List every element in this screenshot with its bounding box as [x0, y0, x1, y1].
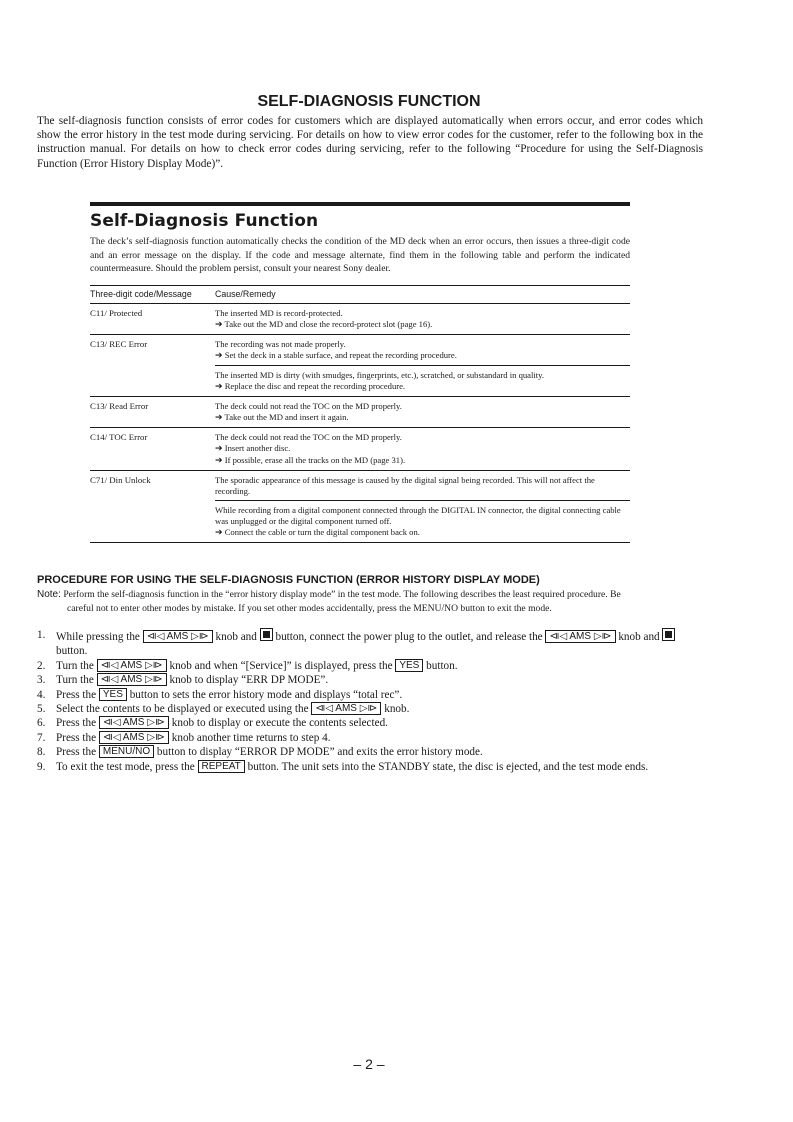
- arrow-icon: ➔: [215, 319, 223, 330]
- step-text: Press the: [56, 717, 97, 730]
- step-item: [37, 659, 703, 673]
- header-code: Three-digit code/Message: [90, 285, 215, 303]
- remedy-text: Insert another disc.: [224, 442, 291, 453]
- code-cell: C14/ TOC Error: [90, 427, 215, 470]
- menu-no-button-key: MENU/NO: [99, 745, 154, 758]
- code-cell: C13/ REC Error: [90, 334, 215, 365]
- cause-cell: [215, 427, 630, 470]
- step-text: Turn the: [56, 674, 94, 687]
- table-row: [90, 500, 630, 542]
- step-text: button, connect the power plug to the outlet, and release the: [275, 631, 543, 643]
- step-text: Select the contents to be displayed or executed using the: [56, 703, 309, 716]
- arrow-icon: ➔: [215, 381, 223, 392]
- arrow-icon: ➔: [215, 443, 223, 454]
- step-text: button. The unit sets into the STANDBY state, the disc is ejected, and the test mode ends.: [247, 760, 649, 773]
- ams-knob-key: ⧏◁ AMS ▷⧐: [143, 630, 213, 643]
- step-item: [37, 760, 703, 774]
- step-text: To exit the test mode, press the: [56, 760, 195, 773]
- remedy-text: Set the deck in a stable surface, and repeat the recording procedure.: [224, 349, 457, 360]
- remedy-line: [215, 381, 630, 393]
- yes-button-key: YES: [99, 688, 127, 701]
- error-code-table: [90, 285, 630, 543]
- page-title-text: SELF-DIAGNOSIS FUNCTION: [257, 93, 481, 110]
- note-line: [37, 588, 703, 602]
- code-cell: C13/ Read Error: [90, 396, 215, 427]
- box-description: The deck’s self-diagnosis function automatically checks the condition of the MD deck when an error occurs, then issues a three-digit code and an error message on the display. If the code and message alternate, find them in the following table and perform the indicated countermeasure. Should the problem persist, consult your nearest Sony dealer.: [90, 236, 630, 275]
- code-cell: C11/ Protected: [90, 307, 143, 318]
- ams-knob-key: ⧏◁ AMS ▷⧐: [99, 731, 169, 744]
- repeat-button-key: REPEAT: [198, 760, 245, 773]
- step-text: Press the: [56, 688, 97, 701]
- remedy-line: [215, 319, 630, 331]
- step-text: knob to display “ERR DP MODE”.: [169, 674, 329, 687]
- remedy-line: [215, 527, 630, 539]
- step-item: [37, 745, 703, 759]
- cause-text: The deck could not read the TOC on the MD properly.: [215, 431, 402, 442]
- remedy-line: [215, 350, 630, 362]
- note-label: Note:: [37, 589, 61, 600]
- step-text: knob: [618, 631, 641, 643]
- cause-cell: [215, 470, 630, 500]
- table-header-row: [90, 285, 630, 303]
- table-row: [90, 427, 630, 470]
- ams-knob-key: ⧏◁ AMS ▷⧐: [97, 659, 167, 672]
- page-title: [0, 93, 738, 111]
- step-item: [37, 716, 703, 730]
- procedure-note: [37, 588, 703, 615]
- cause-text: The sporadic appearance of this message is caused by the digital signal being recorded. This will not affect the recording.: [215, 474, 595, 496]
- box-title: Self-Diagnosis Function: [90, 211, 319, 231]
- code-cell: C71/ Din Unlock: [90, 470, 215, 500]
- remedy-text: Take out the MD and insert it again.: [224, 411, 349, 422]
- cause-cell: [215, 365, 630, 396]
- page-number: – 2 –: [353, 1056, 385, 1072]
- step-number: 4.: [37, 688, 46, 701]
- arrow-icon: ➔: [215, 412, 223, 423]
- step-number: 1.: [37, 629, 46, 641]
- arrow-icon: ➔: [215, 455, 223, 466]
- remedy-line: [215, 443, 630, 455]
- cause-cell: [215, 500, 630, 542]
- procedure-title: PROCEDURE FOR USING THE SELF-DIAGNOSIS FUNCTION (ERROR HISTORY DISPLAY MODE): [37, 574, 540, 586]
- remedy-text: Connect the cable or turn the digital component back on.: [224, 526, 420, 537]
- remedy-line: [215, 455, 630, 467]
- step-text: Press the: [56, 746, 97, 759]
- step-number: 9.: [37, 760, 46, 773]
- step-item: [37, 702, 703, 716]
- cause-cell: [215, 334, 630, 365]
- arrow-icon: ➔: [215, 350, 223, 361]
- step-text: button to display “ERROR DP MODE” and exits the error history mode.: [156, 746, 483, 759]
- stop-button-icon: [260, 628, 273, 641]
- table-row: [90, 303, 630, 334]
- ams-knob-key: ⧏◁ AMS ▷⧐: [545, 630, 615, 643]
- step-text: button.: [426, 659, 458, 672]
- cause-cell: [215, 303, 630, 334]
- box-top-rule: [90, 202, 630, 206]
- step-text: knob another time returns to step 4.: [171, 731, 331, 744]
- step-number: 7.: [37, 731, 46, 744]
- step-text: knob and: [215, 631, 257, 643]
- step-number: 8.: [37, 746, 46, 759]
- step-number: 3.: [37, 674, 46, 687]
- step-number: 2.: [37, 659, 46, 672]
- step-text: Turn the: [56, 659, 94, 672]
- step-text: button to sets the error history mode and displays “total rec”.: [129, 688, 403, 701]
- procedure-steps: [37, 628, 703, 774]
- note-line: careful not to enter other modes by mistake. If you set other modes accidentally, press the MENU/NO button to exit the mode.: [67, 602, 552, 614]
- step-text: button.: [56, 645, 88, 658]
- remedy-text: Replace the disc and repeat the recording procedure.: [224, 380, 406, 391]
- ams-knob-key: ⧏◁ AMS ▷⧐: [99, 716, 169, 729]
- step-text: knob to display or execute the contents selected.: [171, 717, 388, 730]
- step-text: Press the: [56, 731, 97, 744]
- step-item: [37, 688, 703, 702]
- table-row: [90, 396, 630, 427]
- remedy-text: Take out the MD and close the record-protect slot (page 16).: [224, 318, 433, 329]
- table-row: [90, 334, 630, 365]
- intro-paragraph: The self-diagnosis function consists of error codes for customers which are displayed automatically when errors occur, and error codes which show the error history in the test mode during servicing. For details on how to view error codes for the customer, refer to the following box in the instruction manual. For details on how to check error codes during servicing, refer to the following “Procedure for using the Self-Diagnosis Function (Error History Display Mode)”.: [37, 115, 703, 170]
- arrow-icon: ➔: [215, 527, 223, 538]
- manual-excerpt-box: [90, 202, 630, 543]
- table-row: [90, 365, 630, 396]
- table-row: [90, 470, 630, 500]
- step-text: knob.: [384, 703, 410, 716]
- ams-knob-key: ⧏◁ AMS ▷⧐: [311, 702, 381, 715]
- ams-knob-key: ⧏◁ AMS ▷⧐: [97, 673, 167, 686]
- cause-text: The inserted MD is dirty (with smudges, fingerprints, etc.), scratched, or substandard in quality.: [215, 369, 545, 380]
- cause-text: The recording was not made properly.: [215, 338, 346, 349]
- step-text: While pressing the: [56, 631, 140, 643]
- code-cell: [90, 500, 215, 542]
- remedy-text: If possible, erase all the tracks on the MD (page 31).: [224, 454, 406, 465]
- step-text: and: [643, 631, 660, 643]
- cause-text: The deck could not read the TOC on the MD properly.: [215, 400, 402, 411]
- step-number: 5.: [37, 703, 46, 716]
- yes-button-key: YES: [395, 659, 423, 672]
- step-item: [37, 731, 703, 745]
- step-text: knob and when “[Service]” is displayed, press the: [169, 659, 393, 672]
- step-item: [37, 673, 703, 687]
- cause-text: The inserted MD is record-protected.: [215, 307, 343, 318]
- step-number: 6.: [37, 717, 46, 730]
- stop-button-icon: [662, 628, 675, 641]
- cause-cell: [215, 396, 630, 427]
- step-item: [37, 628, 703, 659]
- header-cause: Cause/Remedy: [215, 285, 630, 303]
- code-cell: [90, 365, 215, 396]
- note-text: Perform the self-diagnosis function in the “error history display mode” in the test mode. The following describes the least required procedure. Be: [63, 589, 621, 600]
- cause-text: While recording from a digital component connected through the DIGITAL IN connector, the digital connecting cable was unplugged or the digital component turned off.: [215, 504, 621, 526]
- remedy-line: [215, 412, 630, 424]
